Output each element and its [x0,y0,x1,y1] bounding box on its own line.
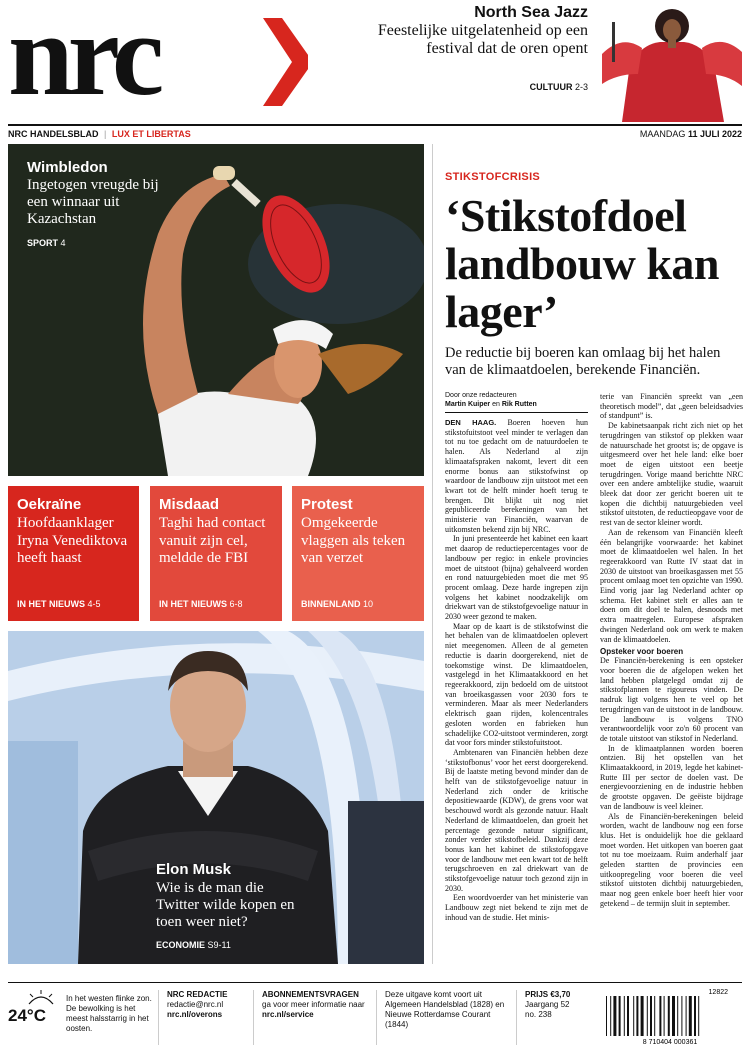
barcode-bar [650,996,652,1036]
abonnement-block [253,990,373,1045]
issue-date [640,129,742,139]
byline-and: en [492,401,500,408]
box-protest-category: Protest [301,496,353,513]
barcode-bar [647,996,648,1036]
article-byline [445,391,588,409]
box-misdaad-section: IN HET NIEUWS [159,599,228,609]
history-text: Deze uitgave komt voort uit Algemeen Handelsblad (1828) en Nieuwe Rotterdamse Courant (1844) [385,990,505,1029]
author-2: Rik Rutten [501,401,537,408]
singer-photo[interactable] [602,4,742,122]
sun-icon [24,990,58,1006]
col1-p3: Maar op de kaart is de stikstofwinst die het behalen van de klimaatdoelen oplevert niet meegenomen. Alleen de al gemeten reductie is daarin doorgerekend, niet de toekomstige winst. De klimaatdoelen, vastgelegd in het Klimaatakkoord en het regeerakkoord, zijn bedoeld om de uitstoot van broeikasgassen voor 2030 fors te verminderen. Maar als meer Nederlanders elektrisch gaan rijden, kolencentrales gesloten worden en fabrieken hun schadelijke CO2-uitstoot verminderen, zorgt dat voor fors minder stikstofuitstoot. [445,621,588,748]
box-oekraine-section: IN HET NIEUWS [17,599,86,609]
issue-date-value: 11 JULI 2022 [687,129,742,139]
barcode-bar [641,996,644,1036]
barcode-bar [619,996,621,1036]
date-bar [8,129,742,141]
article-subhead: Opsteker voor boeren [600,647,684,657]
barcode-bar [624,996,625,1036]
author-1: Martin Kuiper [445,401,491,408]
musk-reference[interactable] [156,940,231,950]
box-misdaad-text: Taghi had contact vanuit zijn cel, meldde de FBI [159,515,266,566]
barcode-bar [606,996,607,1036]
box-oekraine-text: Hoofdaanklager Iryna Venediktova heeft haast [17,515,128,566]
barcode-bar [698,996,699,1036]
box-oekraine[interactable] [8,486,139,621]
box-protest-reference [301,599,373,609]
col2-p1: terie van Financiën spreekt van „een theoretisch model”, dat „geen beleidsadvies of standpunt” is. [600,392,743,421]
nrc-logo[interactable] [8,2,308,112]
article-headline[interactable]: ‘Stikstofdoel landbouw kan lager’ [445,190,719,337]
barcode-top-number: 12822 [708,989,728,996]
logo-text: nrc [8,2,159,112]
barcode-bar [677,996,678,1036]
article-column-2 [600,392,743,966]
history-block [376,990,513,1045]
barcode-bar [633,996,634,1036]
barcode-bar [610,996,611,1036]
column-rule [432,144,433,964]
box-oekraine-reference [17,599,101,609]
promo-pages: 2-3 [574,82,588,92]
barcode [598,986,742,1046]
col1-p1: Boeren hoeven hun stikstofuitstoot veel minder te verlagen dan tot nu toe gedacht om de natuurdoelen te halen. Als Nederland al zijn klimaatafspraken nakomt, levert dit een enorme bonus aan stikstofwinst op waardoor de landbouw zijn uitstoot met een kwart tot de helft minder hoeft terug te brengen. Dit blijkt uit nog niet gepubliceerde berekeningen van het ministerie van Financiën, waarvan de uitkomsten bekend zijn bij NRC. [445,418,588,534]
box-misdaad-reference [159,599,243,609]
wimbledon-text[interactable]: Ingetogen vreugde bij een winnaar uit Kazachstan [27,177,159,227]
barcode-bar [689,996,692,1036]
col2-p3: Aan de rekensom van Financiën kleeft één belangrijke voorwaarde: het kabinet moet de klimaatdoelen wel halen. In het regeerakkoord van Rutte IV staat dat in 2030 de uitstoot van broeikasgassen met 55 procent omlaag moet ten opzichte van 1990. Eind vorig jaar lag Nederland achter op schema. Het kabinet stelt er alles aan te doen om dit doel te halen, desnoods met extra maatregelen. Europese afspraken dwingen Nederland ook om werk te maken van de klimaatdoelen. [600,527,743,644]
footer-rule [8,982,742,983]
box-oekraine-category: Oekraïne [17,496,82,513]
barcode-bar [636,996,638,1036]
weather-text: In het westen flinke zon. De bewolking is het meest halsstarrig in het oosten. [66,994,152,1033]
box-misdaad-pages: 6-8 [229,599,243,609]
barcode-bar [654,996,655,1036]
barcode-bar [668,996,670,1036]
wimbledon-photo[interactable] [8,144,424,476]
wimbledon-category[interactable]: Wimbledon [27,159,108,176]
col2-p6: Als de Financiën-berekeningen beleid worden, wacht de landbouw nog een forse klus. Het is onduidelijk hoe die geklaard moet worden. Het uitkopen van boeren gaat tot nu toe moeizaam. Ruim anderhalf jaar geleden startten de provincies een uitkoopregeling voor boeren die veel stikstof uitstoten dichtbij natuurgebieden, maar nog geen enkele boer heeft hier voor getekend – de termijn sluit in september. [600,811,743,908]
logo-chevron [263,18,308,106]
redactie-email[interactable]: redactie@nrc.nl [167,1000,224,1009]
barcode-bar [672,996,675,1036]
temperature: 24°C [8,1006,46,1025]
musk-section: ECONOMIE [156,940,206,950]
masthead-rule [8,124,742,126]
price-label: PRIJS [525,990,549,999]
redactie-url[interactable]: nrc.nl/overons [167,1010,223,1019]
barcode-bar [627,996,629,1036]
col2-p2: De kabinetsaanpak richt zich niet op het terugdringen van stikstof op plekken waar de natuurschade het grootst is; de opgave is uitgesmeerd over het hele land: elke boer moet de eigen uitstoot een beetje terugdringen. Vorige maand berichtte NRC over een andere ambtelijke studie, waaruit bleek dat door zer gericht boeren uit te kopen die dichtbij natuurgebieden veel stikstof uitstoten, de reductieopgave voor de rest van de sector kleiner wordt. [600,421,743,528]
promo-text[interactable]: Feestelijke uitgelatenheid op een festival dat de oren opent [377,22,588,57]
price: €3,70 [550,990,571,999]
musk-text[interactable]: Wie is de man die Twitter wilde kopen en toen weer niet? [156,880,295,930]
article-kicker[interactable]: STIKSTOFCRISIS [445,171,541,183]
price-block [516,990,594,1045]
article-intro: De reductie bij boeren kan omlaag bij het halen van de klimaatdoelen, berekende Financiën. [445,345,721,378]
separator: | [104,129,107,139]
barcode-bar [659,996,661,1036]
barcode-digits: 8 710404 000361 [642,1039,698,1046]
weather-block [8,990,158,1045]
abo-url[interactable]: nrc.nl/service [262,1010,314,1019]
issue-number: no. 238 [525,1010,552,1019]
dateline: DEN HAAG. [445,418,497,427]
byline-rule [445,412,588,413]
musk-photo[interactable] [8,631,424,964]
box-protest-section: BINNENLAND [301,599,361,609]
promo-section: CULTUUR [529,82,573,92]
box-misdaad[interactable] [150,486,282,621]
wimbledon-reference[interactable] [27,238,66,248]
byline-prefix: Door onze redacteuren [445,392,517,399]
barcode-bar [664,996,665,1036]
col2-p5: In de klimaatplannen worden boeren ontzien. Bij het opstellen van het Klimaatakkoord, in 2019, legde het kabinet-Rutte III per sector de doelen vast. De energievoorziening en de industrie hebben de grootste opgaven. De geëiste bijdrage van de landbouw is veel kleiner. [600,743,743,811]
musk-category[interactable]: Elon Musk [156,861,232,878]
col1-p4: Ambtenaren van Financiën hebben deze ‘stikstofbonus’ voor het eerst doorgerekend. Bij de laatste meting bevond minder dan de helft van de stikstofgevoelige natuur in Nederland zich onder de kritische depositiewaarde (KDW), de grens voor wat beschouwd wordt als gezonde natuur. Haalt Nederland de klimaatdoelen, dan groeit het percentage gezonde natuur significant, zonder verder stikstofbeleid. Dankzij deze bonus kan het kabinet de stikstofopgave voor de landbouw met een kwart tot de helft terugschroeven en zal driekwart van de stikstofgevoelige natuur toch gezond zijn in 2030. [445,747,588,893]
barcode-bar [613,996,616,1036]
barcode-bar [681,996,682,1036]
volume: Jaargang 52 [525,1000,570,1009]
box-oekraine-pages: 4-5 [87,599,101,609]
promo-reference[interactable] [530,82,588,92]
box-protest-text: Omgekeerde vlaggen als teken van verzet [301,515,406,566]
redactie-block [158,990,250,1045]
wimbledon-pages: 4 [60,238,66,248]
publication-name[interactable]: NRC HANDELSBLAD [8,129,99,139]
redactie-title: NRC REDACTIE [167,990,228,999]
promo-category[interactable]: North Sea Jazz [474,4,588,21]
abo-text: ga voor meer informatie naar [262,1000,365,1009]
box-misdaad-category: Misdaad [159,496,220,513]
box-protest[interactable] [292,486,424,621]
article-column-1 [445,418,588,966]
col1-p2: In juni presenteerde het kabinet een kaart met daarop de reductiepercentages voor de landbouw per regio: in enkele provincies moet de uitstoot (bijna) gehalveerd worden en rond natuurgebieden moet die met 95 procent omlaag. Deze harde ingrepen zijn volgens het kabinet noodzakelijk om driekwart van de stikstofgevoelige natuur in 2030 weer gezond te maken. [445,534,588,622]
col2-p4: De Financiën-berekening is een opsteker voor boeren die de afgelopen weken het land hebben platgelegd omdat zij de stikstofplannen te rigoureus vinden. De nadruk ligt volgens hen te veel op het terugdringen van de uitstoot in de landbouw. De landbouw is volgens TNO verantwoordelijk voor zo'n 60 procent van de totale uitstoot van stikstof in Nederland. [600,656,743,743]
issue-day: MAANDAG [639,129,686,139]
box-protest-pages: 10 [363,599,374,609]
barcode-bar [694,996,696,1036]
barcode-graphic [598,986,742,1046]
motto: LUX ET LIBERTAS [111,129,191,139]
col1-p5: Een woordvoerder van het ministerie van Landbouw zegt niet bekend te zijn met de inhoud van de studie. Het minis- [445,893,588,922]
musk-pages: S9-11 [207,940,231,950]
abo-title: ABONNEMENTSVRAGEN [262,990,359,999]
wimbledon-section: SPORT [27,238,59,248]
barcode-bar [686,996,687,1036]
